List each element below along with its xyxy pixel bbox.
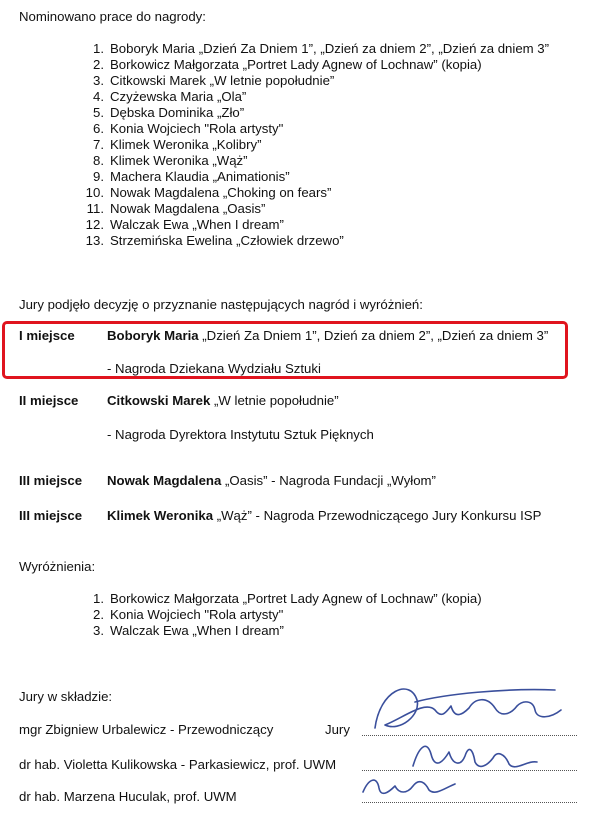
list-item: 3. Citkowski Marek „W letnie popołudnie” bbox=[93, 73, 335, 88]
jury-decision-text: Jury podjęło decyzję o przyznanie następujących nagród i wyróżnień: bbox=[19, 297, 423, 312]
signature-member-3 bbox=[363, 780, 455, 793]
list-item: 7. Klimek Weronika „Kolibry” bbox=[93, 137, 262, 152]
list-item: 6. Konia Wojciech "Rola artysty" bbox=[93, 121, 284, 136]
list-item: 3. Walczak Ewa „When I dream” bbox=[93, 623, 284, 638]
list-item: 2. Konia Wojciech "Rola artysty" bbox=[93, 607, 284, 622]
first-place-entry: Boboryk Maria „Dzień Za Dniem 1”, Dzień za dniem 2”, „Dzień za dniem 3” bbox=[107, 328, 549, 343]
list-item: 1. Borkowicz Małgorzata „Portret Lady Agnew of Lochnaw” (kopia) bbox=[93, 591, 482, 606]
jury-member-2: dr hab. Violetta Kulikowska - Parkasiewicz, prof. UWM bbox=[19, 757, 337, 772]
jury-member-chair: mgr Zbigniew Urbalewicz - Przewodniczący bbox=[19, 722, 274, 737]
third-place-entry-a: Nowak Magdalena „Oasis” - Nagroda Fundacji „Wyłom” bbox=[107, 473, 436, 488]
third-place-label-a: III miejsce bbox=[19, 473, 83, 488]
list-item: 2. Borkowicz Małgorzata „Portret Lady Agnew of Lochnaw” (kopia) bbox=[93, 57, 482, 72]
nominations-heading: Nominowano prace do nagrody: bbox=[19, 9, 206, 24]
list-item: 11. Nowak Magdalena „Oasis” bbox=[86, 201, 266, 216]
handwritten-signatures bbox=[355, 670, 585, 805]
list-item: 9. Machera Klaudia „Animationis” bbox=[93, 169, 290, 184]
first-place-label: I miejsce bbox=[19, 328, 75, 343]
signature-member-2 bbox=[413, 746, 537, 766]
distinctions-heading: Wyróżnienia: bbox=[19, 559, 96, 574]
signature-chair bbox=[375, 689, 561, 728]
jury-heading: Jury w składzie: bbox=[19, 689, 113, 704]
third-place-label-b: III miejsce bbox=[19, 508, 83, 523]
list-item: 5. Dębska Dominika „Zło” bbox=[93, 105, 245, 120]
third-place-entry-b: Klimek Weronika „Wąż” - Nagroda Przewodniczącego Jury Konkursu ISP bbox=[107, 508, 542, 523]
list-item: 10. Nowak Magdalena „Choking on fears” bbox=[85, 185, 332, 200]
second-place-prize: - Nagroda Dyrektora Instytutu Sztuk Pięknych bbox=[107, 427, 374, 442]
jury-member-3: dr hab. Marzena Huculak, prof. UWM bbox=[19, 789, 237, 804]
jury-label: Jury bbox=[325, 722, 350, 737]
list-item: 13. Strzemińska Ewelina „Człowiek drzewo” bbox=[85, 233, 344, 248]
list-item: 12. Walczak Ewa „When I dream” bbox=[85, 217, 284, 232]
list-item: 4. Czyżewska Maria „Ola” bbox=[93, 89, 247, 104]
first-place-prize: - Nagroda Dziekana Wydziału Sztuki bbox=[107, 361, 321, 376]
list-item: 8. Klimek Weronika „Wąż” bbox=[93, 153, 248, 168]
second-place-entry: Citkowski Marek „W letnie popołudnie” bbox=[107, 393, 339, 408]
second-place-label: II miejsce bbox=[19, 393, 79, 408]
list-item: 1. Boboryk Maria „Dzień Za Dniem 1”, „Dzień za dniem 2”, „Dzień za dniem 3” bbox=[93, 41, 550, 56]
